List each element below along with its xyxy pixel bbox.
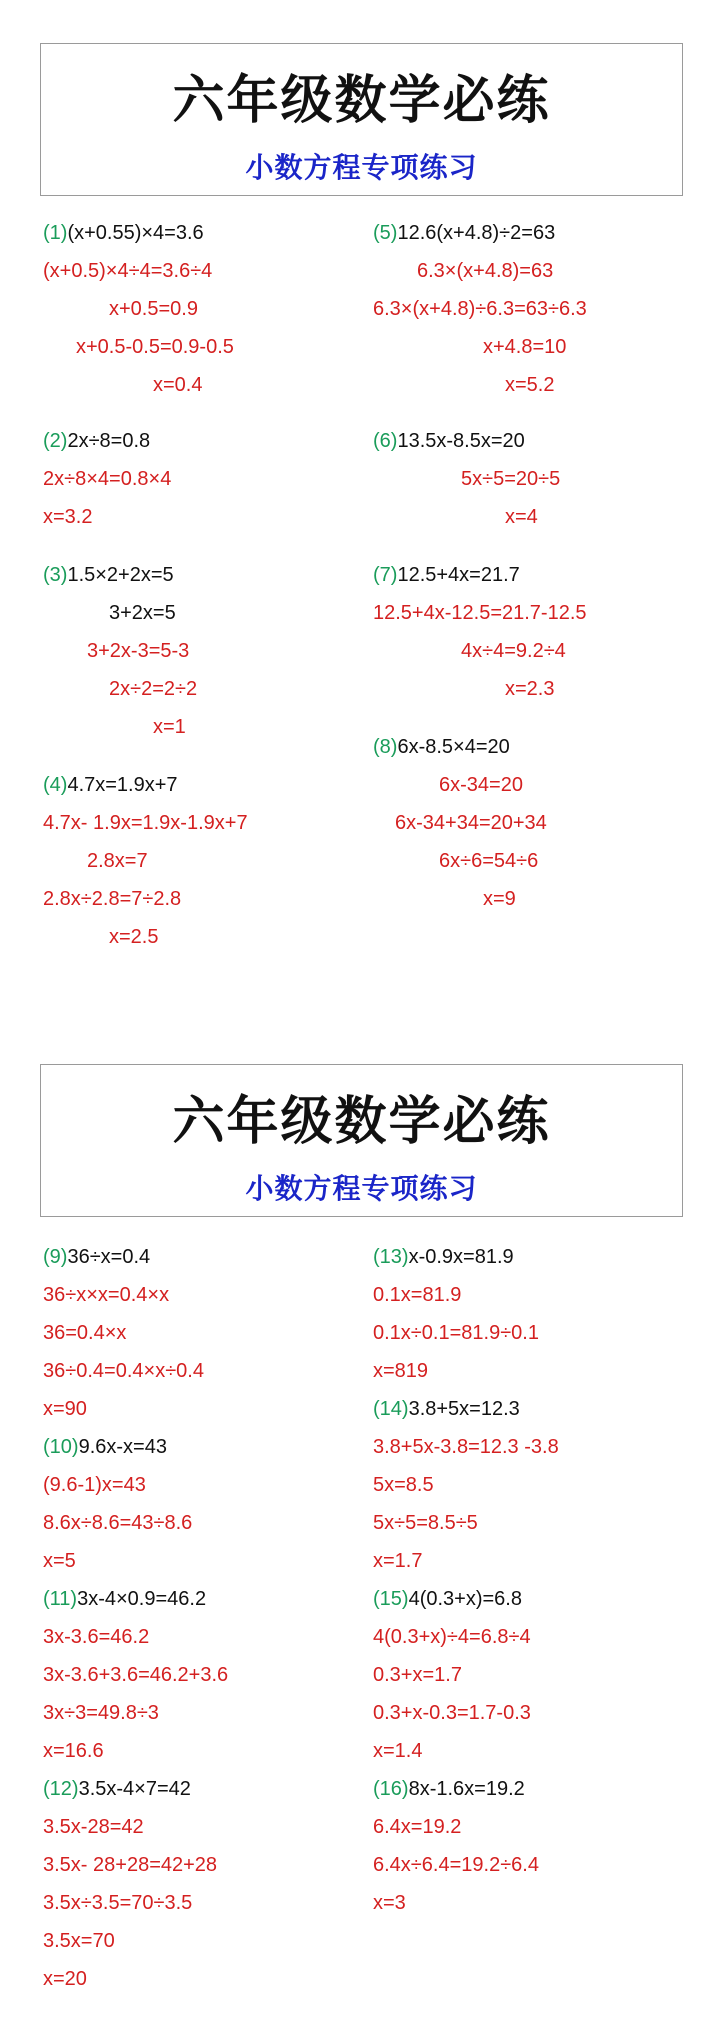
solution-step: x=20: [43, 1968, 87, 1990]
solution-step: (9.6-1)x=43: [43, 1474, 146, 1496]
problem-number: (2): [43, 430, 68, 452]
solution-step: x=2.5: [109, 926, 159, 948]
problem-16-question: [373, 1777, 525, 1801]
problem-number: (6): [373, 430, 398, 452]
solution-step: 2x÷8×4=0.8×4: [43, 468, 172, 490]
problem-equation: 4.7x=1.9x+7: [67, 774, 178, 796]
problem-number: (1): [43, 222, 68, 244]
solution-step: x+4.8=10: [483, 336, 567, 358]
solution-step: x=1.7: [373, 1550, 423, 1572]
solution-step: 6x-34=20: [439, 774, 523, 796]
solution-step: x=3: [373, 1892, 406, 1914]
problem-equation: 3.8+5x=12.3: [408, 1398, 520, 1420]
problem-number: (13): [373, 1246, 409, 1268]
page-subtitle: 小数方程专项练习: [245, 1172, 478, 1205]
solution-step: 5x÷5=20÷5: [461, 468, 561, 490]
solution-step: x=9: [483, 888, 516, 910]
solution-step: 3x-3.6=46.2: [43, 1626, 150, 1648]
problem-number: (10): [43, 1436, 79, 1458]
solution-step: 5x=8.5: [373, 1474, 434, 1496]
solution-step: 0.3+x=1.7: [373, 1664, 462, 1686]
page-title: 六年级数学必练: [172, 70, 551, 131]
solution-step: x=90: [43, 1398, 87, 1420]
solution-step: x=16.6: [43, 1740, 104, 1762]
solution-step: 6.4x÷6.4=19.2÷6.4: [373, 1854, 539, 1876]
solution-step: 4.7x- 1.9x=1.9x-1.9x+7: [43, 812, 248, 834]
problem-13-question: [373, 1245, 514, 1269]
problem-equation: 13.5x-8.5x=20: [397, 430, 525, 452]
problem-12-question: [43, 1777, 191, 1801]
solution-step: 2.8x÷2.8=7÷2.8: [43, 888, 182, 910]
solution-step: 0.1x=81.9: [373, 1284, 462, 1306]
solution-step: 3.8+5x-3.8=12.3 -3.8: [373, 1436, 559, 1458]
solution-step: 6x÷6=54÷6: [439, 850, 539, 872]
solution-step: 3.5x- 28+28=42+28: [43, 1854, 218, 1876]
problem-equation: 3x-4×0.9=46.2: [77, 1588, 207, 1610]
problem-number: (7): [373, 564, 398, 586]
solution-step: x=5: [43, 1550, 76, 1572]
problem-equation: 8x-1.6x=19.2: [408, 1778, 525, 1800]
problem-equation: 12.5+4x=21.7: [397, 564, 520, 586]
solution-step: 12.5+4x-12.5=21.7-12.5: [373, 602, 587, 624]
problem-14-question: [373, 1397, 520, 1421]
header-box: [40, 1064, 683, 1217]
solution-step: x+0.5=0.9: [109, 298, 198, 320]
solution-step: 0.3+x-0.3=1.7-0.3: [373, 1702, 531, 1724]
solution-step: x+0.5-0.5=0.9-0.5: [76, 336, 234, 358]
problem-equation: x-0.9x=81.9: [408, 1246, 514, 1268]
solution-step: 36=0.4×x: [43, 1322, 127, 1344]
solution-step: 4x÷4=9.2÷4: [461, 640, 566, 662]
solution-step: x=0.4: [153, 374, 203, 396]
solution-step: x=1: [153, 716, 186, 738]
problem-number: (9): [43, 1246, 68, 1268]
solution-step: 6.3×(x+4.8)÷6.3=63÷6.3: [373, 298, 587, 320]
problem-number: (15): [373, 1588, 409, 1610]
problem-equation: 36÷x=0.4: [67, 1246, 151, 1268]
solution-step: 6.4x=19.2: [373, 1816, 462, 1838]
solution-step: 3.5x÷3.5=70÷3.5: [43, 1892, 193, 1914]
problem-equation: 9.6x-x=43: [78, 1436, 167, 1458]
solution-step: 36÷0.4=0.4×x÷0.4: [43, 1360, 204, 1382]
problem-equation: 6x-8.5×4=20: [397, 736, 510, 758]
problem-equation: 2x÷8=0.8: [67, 430, 151, 452]
solution-step: 3+2x=5: [109, 602, 176, 624]
solution-step: x=5.2: [505, 374, 555, 396]
solution-step: x=819: [373, 1360, 429, 1382]
solution-step: 4(0.3+x)÷4=6.8÷4: [373, 1626, 531, 1648]
solution-step: 6x-34+34=20+34: [395, 812, 547, 834]
solution-step: 6.3×(x+4.8)=63: [417, 260, 554, 282]
solution-step: 3x÷3=49.8÷3: [43, 1702, 159, 1724]
solution-step: (x+0.5)×4÷4=3.6÷4: [43, 260, 213, 282]
page-title: 六年级数学必练: [172, 1091, 551, 1152]
solution-step: 8.6x÷8.6=43÷8.6: [43, 1512, 193, 1534]
problem-equation: 4(0.3+x)=6.8: [408, 1588, 522, 1610]
solution-step: 3+2x-3=5-3: [87, 640, 190, 662]
problem-equation: 3.5x-4×7=42: [78, 1778, 191, 1800]
solution-step: 2x÷2=2÷2: [109, 678, 198, 700]
problem-number: (8): [373, 736, 398, 758]
problem-11-question: [43, 1587, 206, 1611]
page-subtitle: 小数方程专项练习: [245, 151, 478, 184]
problem-number: (5): [373, 222, 398, 244]
problem-9-question: [43, 1245, 150, 1269]
solution-step: 3x-3.6+3.6=46.2+3.6: [43, 1664, 229, 1686]
solution-step: 2.8x=7: [87, 850, 148, 872]
problem-equation: 1.5×2+2x=5: [67, 564, 174, 586]
solution-step: 3.5x=70: [43, 1930, 115, 1952]
problem-number: (12): [43, 1778, 79, 1800]
solution-step: 0.1x÷0.1=81.9÷0.1: [373, 1322, 539, 1344]
solution-step: 36÷x×x=0.4×x: [43, 1284, 170, 1306]
problem-10-question: [43, 1435, 167, 1459]
solution-step: 5x÷5=8.5÷5: [373, 1512, 478, 1534]
problem-number: (16): [373, 1778, 409, 1800]
problem-number: (3): [43, 564, 68, 586]
problem-number: (14): [373, 1398, 409, 1420]
problem-equation: 12.6(x+4.8)÷2=63: [397, 222, 556, 244]
problem-number: (11): [43, 1588, 78, 1610]
problem-equation: (x+0.55)×4=3.6: [67, 222, 204, 244]
solution-step: 3.5x-28=42: [43, 1816, 144, 1838]
problem-15-question: [373, 1587, 522, 1611]
solution-step: x=3.2: [43, 506, 93, 528]
problem-number: (4): [43, 774, 68, 796]
solution-step: x=4: [505, 506, 538, 528]
solution-step: x=2.3: [505, 678, 555, 700]
solution-step: x=1.4: [373, 1740, 423, 1762]
